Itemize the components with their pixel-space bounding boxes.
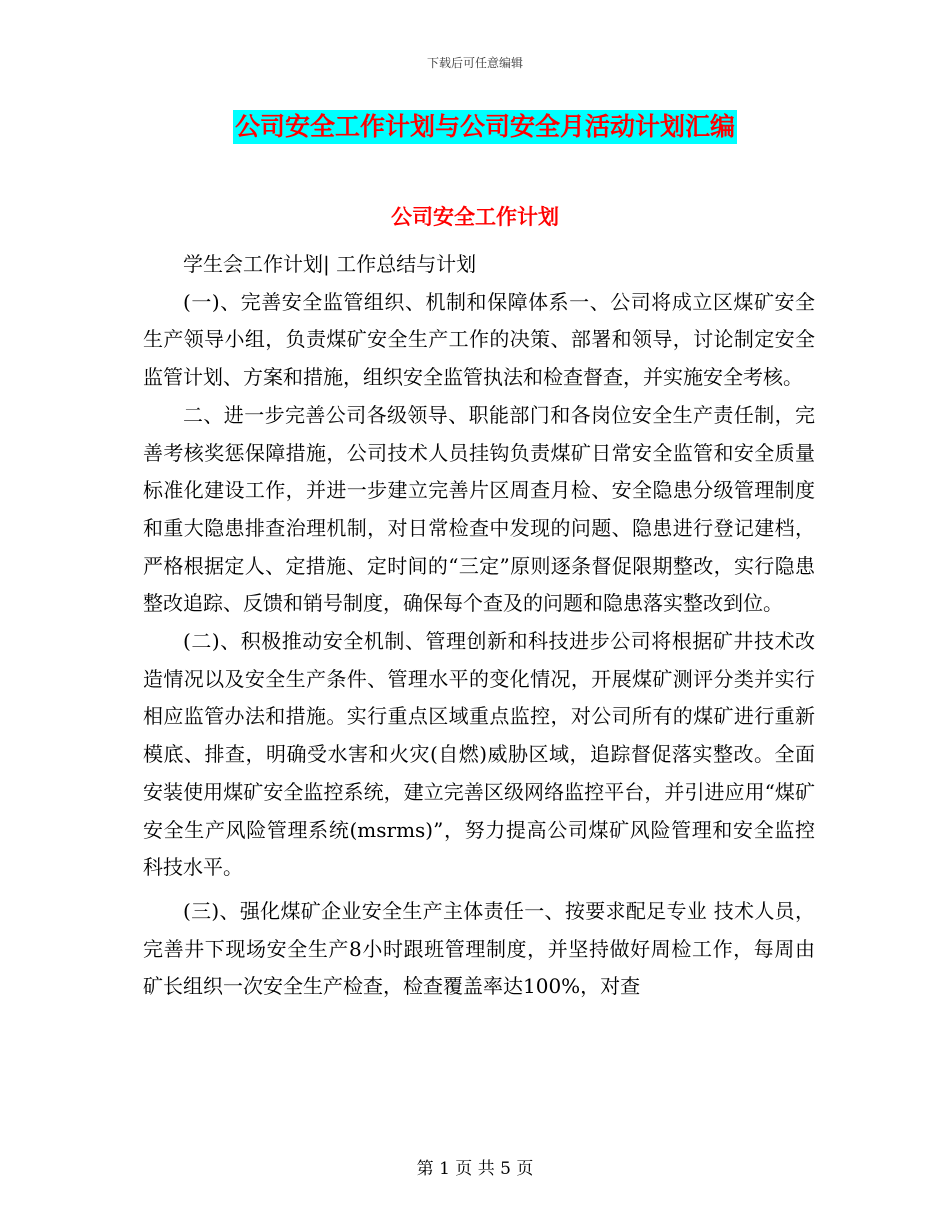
paragraph-2: 二、进一步完善公司各级领导、职能部门和各岗位安全生产责任制，完善考核奖惩保障措施，公司技术人员挂钩负责煤矿日常安全监管和安全质量标准化建设工作，并进一步建立完善片区周查月检、安全隐患分级管理制度和重大隐患排查治理机制，对日常检查中发现的问题、隐患进行登记建档，严格根据定人、定措施、定时间的“三定”原则逐条督促限期整改，实行隐患整改追踪、反馈和销号制度，确保每个查及的问题和隐患落实整改到位。 [143, 402, 815, 616]
paragraph-subtitle: 学生会工作计划| 工作总结与计划 [183, 252, 477, 276]
page-footer: 第 1 页 共 5 页 [416, 1159, 534, 1179]
paragraph-1: (一)、完善安全监管组织、机制和保障体系一、公司将成立区煤矿安全生产领导小组，负责煤矿安全生产工作的决策、部署和领导，讨论制定安全监管计划、方案和措施，组织安全监管执法和检查督查，并实施安全考核。 [143, 289, 815, 390]
paragraph-3: (二)、积极推动安全机制、管理创新和科技进步公司将根据矿井技术改造情况以及安全生产条件、管理水平的变化情况，开展煤矿测评分类并实行相应监管办法和措施。实行重点区域重点监控，对公司所有的煤矿进行重新模底、排查，明确受水害和火灾(自燃)威胁区域，追踪督促落实整改。全面安装使用煤矿安全监控系统，建立完善区级网络监控平台，并引进应用“煤矿安全生产风险管理系统(msrms)”，努力提高公司煤矿风险管理和安全监控科技水平。 [143, 629, 815, 880]
document-body [143, 246, 815, 1006]
section-title: 公司安全工作计划 [391, 204, 559, 229]
document-main-title: 公司安全工作计划与公司安全月活动计划汇编 [233, 110, 737, 144]
header-note: 下载后可任意编辑 [426, 56, 523, 70]
paragraph-4: (三)、强化煤矿企业安全生产主体责任一、按要求配足专业 技术人员，完善井下现场安全生产8小时跟班管理制度，并坚持做好周检工作，每周由矿长组织一次安全生产检查，检查覆盖率达100%，对查 [143, 898, 815, 999]
